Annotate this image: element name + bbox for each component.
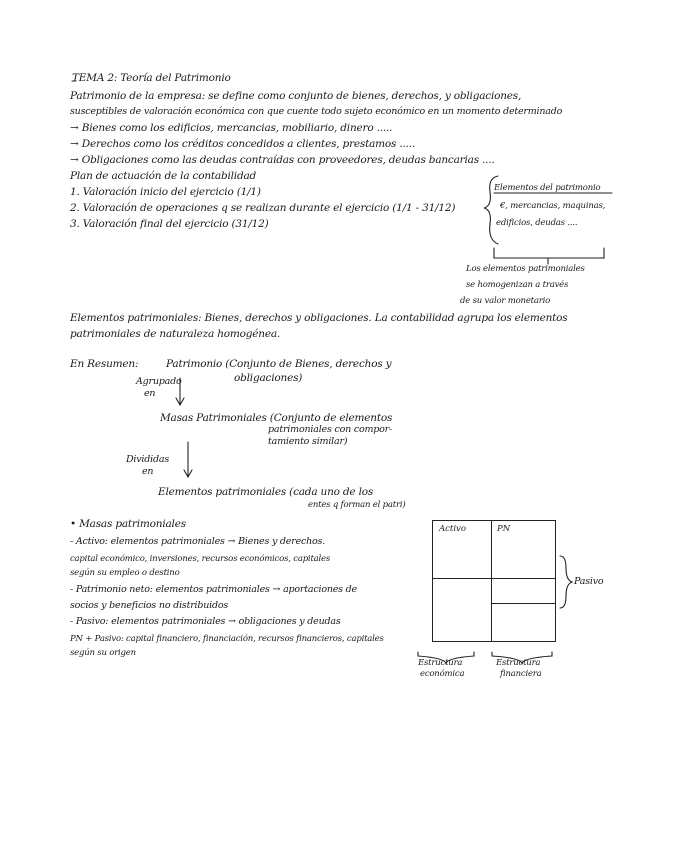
under-note-line-2: se homogenizan a través: [466, 280, 569, 290]
intro-line-1: Patrimonio de la empresa: se define como conjunto de bienes, derechos, y obligaciones,: [70, 90, 522, 102]
intro-bullet-obligaciones: → Obligaciones como las deudas contraídas con proveedores, deudas bancarias ....: [70, 154, 495, 166]
masas-pn-pasivo: PN + Pasivo: capital financiero, financiación, recursos financieros, capitales: [70, 634, 384, 644]
estructura-financiera-line-1: Estructura: [496, 658, 541, 668]
resumen-label: En Resumen:: [70, 358, 139, 370]
brace-pasivo: [560, 556, 572, 608]
brace-note-line-1: Elementos del patrimonio: [494, 183, 601, 193]
balance-divider-vertical: [491, 521, 492, 641]
masas-activo-empleo: según su empleo o destino: [70, 568, 180, 578]
estructura-financiera-line-2: financiera: [500, 669, 542, 679]
elementos-line-1: Elementos patrimoniales: Bienes, derechos y obligaciones. La contabilidad agrupa los elementos: [70, 312, 568, 324]
resumen-patrimonio-line-2: obligaciones): [234, 372, 303, 384]
resumen-masas-line-2: patrimoniales con compor-: [268, 424, 393, 435]
masas-activo-detalle: capital económico, inversiones, recursos económicos, capitales: [70, 554, 331, 564]
resumen-masas-line-1: Masas Patrimoniales (Conjunto de elementos: [160, 412, 393, 424]
resumen-patrimonio-line-1: Patrimonio (Conjunto de Bienes, derechos y: [166, 358, 392, 370]
masas-heading: • Masas patrimoniales: [70, 518, 186, 530]
balance-pn-label: PN: [497, 524, 511, 534]
resumen-elementos-line-2: entes q forman el patri): [308, 500, 406, 510]
plan-heading: Plan de actuación de la contabilidad: [70, 170, 257, 182]
under-bracket: [494, 248, 604, 258]
balance-table: [432, 520, 556, 642]
plan-step-1: 1. Valoración inicio del ejercicio (1/1): [70, 186, 261, 198]
brace-note-line-3: edificios, deudas ....: [496, 218, 578, 228]
masas-pn-pasivo-origen: según su origen: [70, 648, 136, 658]
intro-bullet-derechos: → Derechos como los créditos concedidos a clientes, prestamos .....: [70, 138, 416, 150]
estructura-economica-line-1: Estructura: [418, 658, 463, 668]
resumen-agrupado-en: en: [144, 388, 156, 399]
intro-bullet-bienes: → Bienes como los edificios, mercancias, mobiliario, dinero .....: [70, 122, 393, 134]
resumen-agrupado: Agrupado: [136, 376, 182, 387]
brace-note-line-2: €, mercancias, maquinas,: [500, 201, 606, 211]
masas-pasivo: - Pasivo: elementos patrimoniales → obligaciones y deudas: [70, 616, 341, 627]
plan-step-3: 3. Valoración final del ejercicio (31/12): [70, 218, 269, 230]
resumen-divididas-en: en: [142, 466, 154, 477]
balance-pasivo-label: Pasivo: [574, 576, 604, 587]
elementos-line-2: patrimoniales de naturaleza homogénea.: [70, 328, 281, 340]
balance-divider-middle: [433, 578, 555, 579]
under-note-line-1: Los elementos patrimoniales: [466, 264, 585, 274]
under-note-line-3: de su valor monetario: [460, 296, 551, 306]
masas-patrimonio-neto-socios: socios y beneficios no distribuidos: [70, 600, 229, 611]
resumen-masas-line-3: tamiento similar): [268, 436, 348, 447]
plan-step-2: 2. Valoración de operaciones q se realizan durante el ejercicio (1/1 - 31/12): [70, 202, 456, 214]
page-title: TEMA 2: Teoría del Patrimonio: [72, 72, 231, 84]
resumen-elementos-line-1: Elementos patrimoniales (cada uno de los: [158, 486, 374, 498]
estructura-economica-line-2: económica: [420, 669, 465, 679]
masas-activo: - Activo: elementos patrimoniales → Bienes y derechos.: [70, 536, 326, 547]
intro-line-2: susceptibles de valoración económica con que cuente todo sujeto económico en un momento determinado: [70, 106, 563, 117]
masas-patrimonio-neto: - Patrimonio neto: elementos patrimoniales → aportaciones de: [70, 584, 357, 595]
resumen-divididas: Divididas: [126, 454, 170, 465]
balance-divider-pasivo: [491, 603, 555, 604]
balance-activo-label: Activo: [439, 524, 466, 534]
